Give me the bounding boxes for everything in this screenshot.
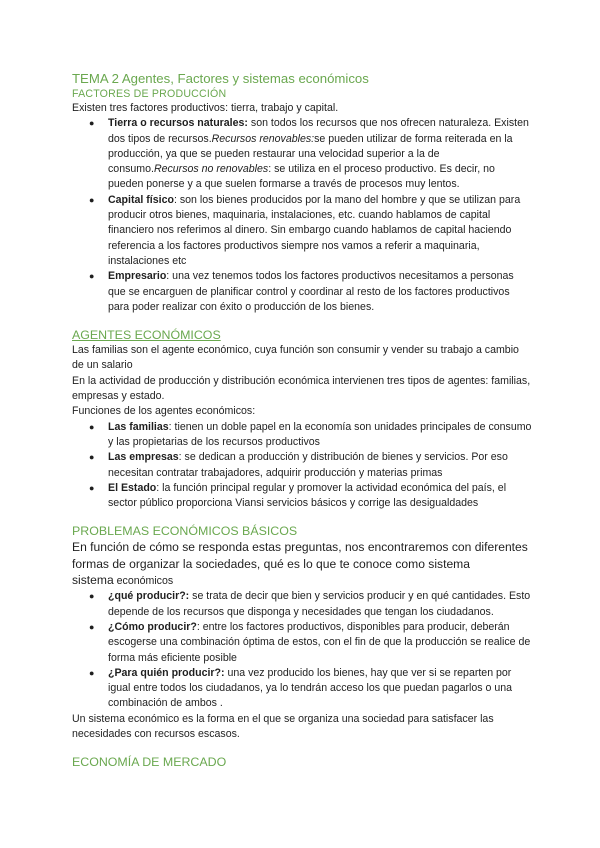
problemas-p1: En función de cómo se responda estas preguntas, nos encontraremos con diferentes formas de organizar la sociedades, qué es lo que te conoce como sistema bbox=[72, 540, 528, 572]
factores-intro: Existen tres factores productivos: tierra, trabajo y capital. bbox=[72, 102, 339, 114]
bullet-icon: ● bbox=[89, 621, 95, 632]
list-item: ● ¿Para quién producir?: una vez producido los bienes, hay que ver si se reparten por igual entre todos los ciudadanos, ya lo tendrán acceso los que puedan pagarlos o una combinación de ambos . bbox=[89, 666, 513, 710]
bullet-icon: ● bbox=[89, 421, 95, 432]
list-item: ● Las empresas: se dedican a producción y distribución de bienes y servicios. Por eso necesitan contratar trabajadores, adquirir producción y materias primas bbox=[89, 451, 508, 479]
list-item: ● Capital físico: son los bienes producidos por la mano del hombre y que se utilizan para producir otros bienes, maquinaria, instalaciones, etc. cuando hablamos de capital financiero nos referimos al dinero. Sin embargo cuando hablamos de capital haciendo referencia a los factores productivos siempre nos vamos a referir a maquinaria, instalaciones etc bbox=[89, 193, 521, 267]
list-item: ● ¿qué producir?: se trata de decir que bien y servicios producir y en qué cantidades. Esto depende de los recursos que disponga y necesidades que tengan los ciudadanos. bbox=[89, 590, 531, 618]
agentes-p3: Funciones de los agentes económicos: bbox=[72, 405, 256, 418]
bullet-icon: ● bbox=[89, 482, 95, 493]
agentes-list bbox=[72, 420, 532, 512]
bullet-icon: ● bbox=[89, 591, 95, 602]
bullet-icon: ● bbox=[89, 118, 95, 129]
agentes-p1: Las familias son el agente económico, cuya función son consumir y vender su trabajo a cambio de un salario bbox=[72, 344, 519, 372]
heading-agentes: AGENTES ECONÓMICOS bbox=[72, 328, 221, 343]
document-title: TEMA 2 Agentes, Factores y sistemas económicos bbox=[72, 71, 369, 86]
problemas-p2: Un sistema económico es la forma en el que se organiza una sociedad para satisfacer las necesidades con recursos escasos. bbox=[72, 712, 494, 740]
bullet-icon: ● bbox=[89, 194, 95, 205]
heading-factores: FACTORES DE PRODUCCIÓN bbox=[72, 88, 227, 100]
list-item: ● Empresario: una vez tenemos todos los factores productivos necesitamos a personas que se encarguen de planificar control y coordinar al resto de los factores productivos para poder realizar con éxito o producción de los bienes. bbox=[89, 270, 514, 313]
problemas-p1-cont: sistema económicos bbox=[72, 573, 174, 588]
heading-problemas: PROBLEMAS ECONÓMICOS BÁSICOS bbox=[72, 524, 298, 539]
list-item: ● Las familias: tienen un doble papel en la economía son unidades principales de consumo y las propietarias de los recursos productivos bbox=[89, 420, 532, 448]
factores-list bbox=[72, 116, 532, 315]
bullet-icon: ● bbox=[89, 667, 95, 678]
heading-economia-mercado: ECONOMÍA DE MERCADO bbox=[72, 755, 227, 770]
problemas-list bbox=[72, 589, 532, 711]
agentes-p2: En la actividad de producción y distribución económica intervienen tres tipos de agentes: familias, empresas y estado. bbox=[72, 374, 531, 403]
document-content bbox=[72, 70, 532, 770]
bullet-icon: ● bbox=[89, 452, 95, 463]
list-item: ● ¿Cómo producir?: entre los factores productivos, disponibles para producir, deberán escogerse una combinación óptima de estos, con el fin de que la producción se realice de forma más eficiente posible bbox=[89, 620, 531, 664]
list-item: ● Tierra o recursos naturales: son todos los recursos que nos ofrecen naturaleza. Existen dos tipos de recursos.Recursos renovables:se pueden utilizar de forma reiterada en la producción, ya que se pueden restaurar una velocidad superior a la de consumo.Recursos no renovables: se utiliza en el proceso productivo. Es decir, no pueden ponerse y a que suelen formarse a través de procesos muy lentos. bbox=[89, 117, 529, 191]
bullet-icon: ● bbox=[89, 271, 95, 282]
list-item: ● El Estado: la función principal regular y promover la actividad económica del país, el sector público proporciona Viansi servicios básicos y corrige las desigualdades bbox=[89, 481, 507, 510]
